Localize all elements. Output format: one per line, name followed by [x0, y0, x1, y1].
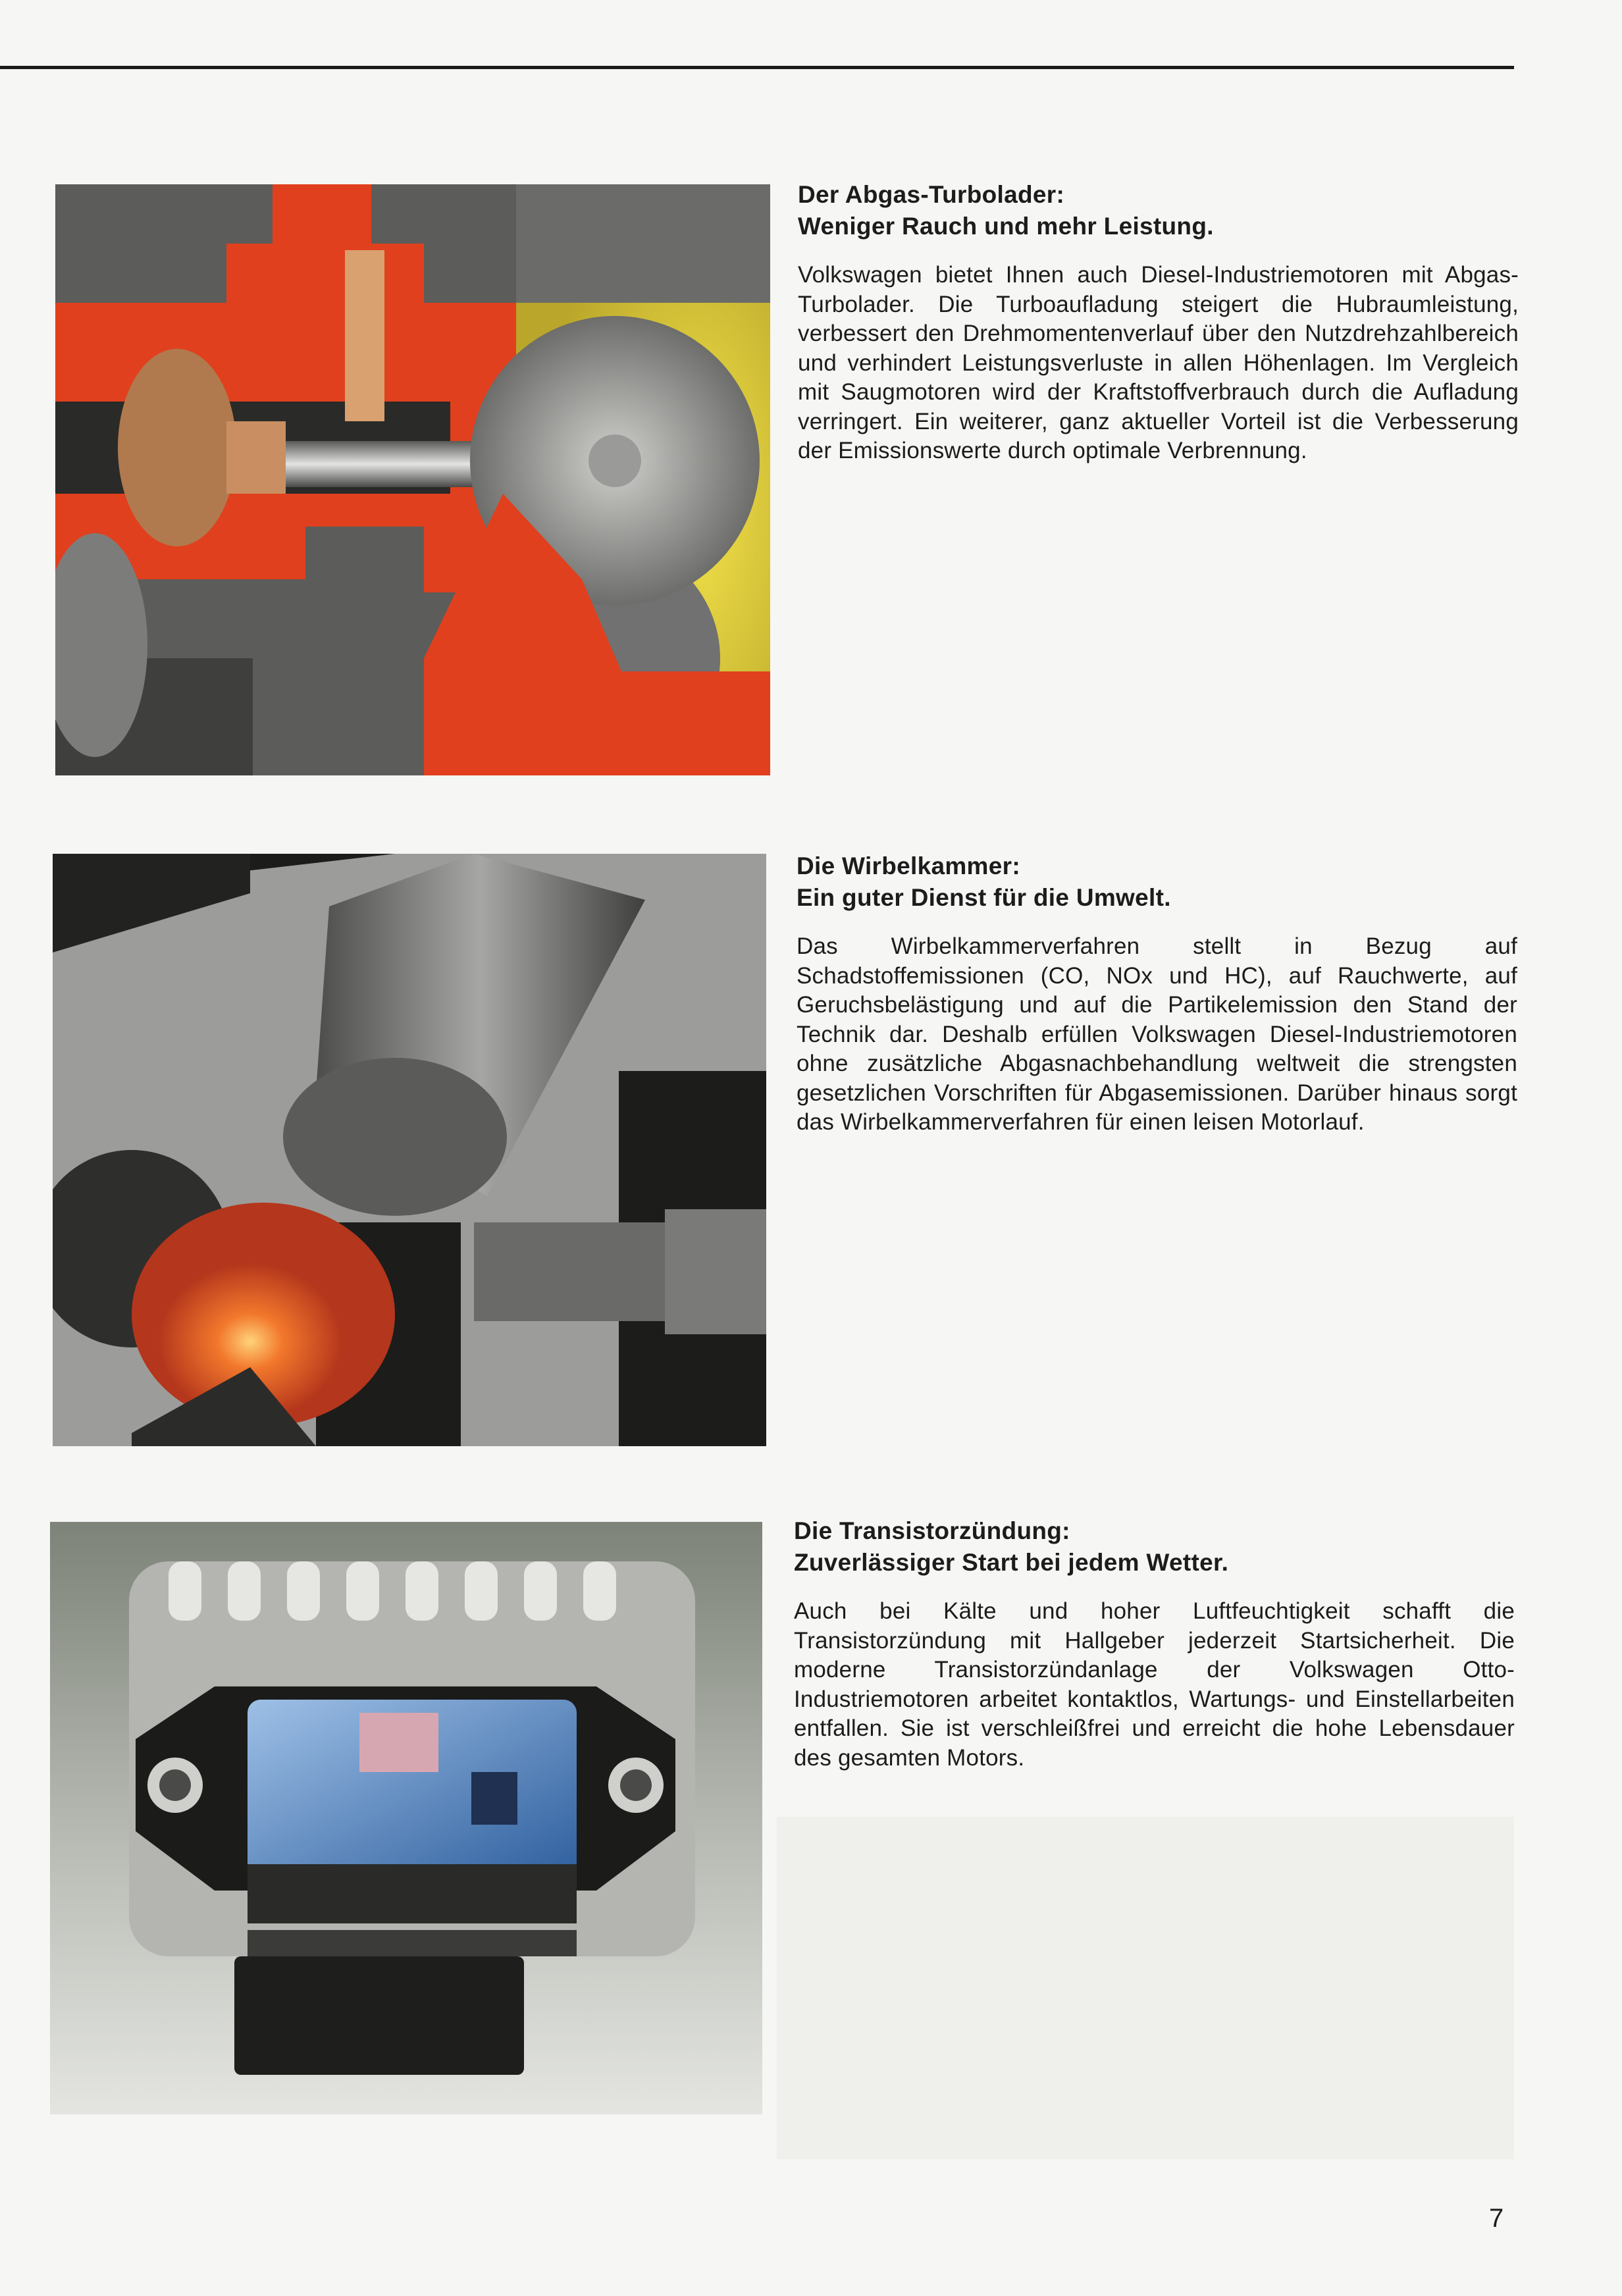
swirl-chamber-section: [797, 850, 1517, 1137]
swirl-chamber-heading-line1: Die Wirbelkammer:: [797, 852, 1020, 879]
turbocharger-heading-line2: Weniger Rauch und mehr Leistung.: [798, 213, 1214, 240]
transistor-ignition-heading: [794, 1515, 1515, 1578]
swirl-chamber-body: Das Wirbelkammerverfahren stellt in Bezug auf Schadstoffemissionen (CO, NOx und HC), auf Rauchwerte, auf Geruchsbelästigung und auf die Partikelemission den Stand der Technik dar. Deshalb erfüllen Volkswagen Diesel-Industriemotoren ohne zusätzliche Abgasnachbehandlung weltweit die strengsten gesetzlichen Vorschriften für Abgasemissionen. Darüber hinaus sorgt das Wirbelkammerverfahren für einen leisen Motorlauf.: [797, 933, 1517, 1135]
transistor-ignition-body: Auch bei Kälte und hoher Luftfeuchtigkeit schafft die Transistorzündung mit Hallgeber jederzeit Startsicherheit. Die moderne Transistorzündanlage der Volkswagen Otto-Industriemotoren arbeitet kontaktlos, Wartungs- und Einstellarbeiten entfallen. Sie ist verschleißfrei und erreicht die hohe Lebensdauer des gesamten Motors.: [794, 1598, 1515, 1771]
bleed-through-area: [777, 1817, 1514, 2159]
turbocharger-section: [798, 179, 1519, 466]
transistor-ignition-heading-line2: Zuverlässiger Start bei jedem Wetter.: [794, 1549, 1229, 1576]
transistor-ignition-photo: [50, 1522, 762, 2114]
top-rule: [0, 66, 1514, 69]
swirl-chamber-photo: [53, 854, 766, 1446]
transistor-ignition-section: [794, 1515, 1515, 1773]
transistor-ignition-heading-line1: Die Transistorzündung:: [794, 1517, 1070, 1544]
swirl-chamber-heading-line2: Ein guter Dienst für die Umwelt.: [797, 884, 1171, 911]
turbocharger-heading-line1: Der Abgas-Turbolader:: [798, 181, 1065, 208]
swirl-chamber-heading: [797, 850, 1517, 914]
page-number: 7: [1489, 2204, 1504, 2233]
turbocharger-cutaway-photo: [55, 184, 770, 775]
turbocharger-heading: [798, 179, 1519, 242]
turbocharger-body: Volkswagen bietet Ihnen auch Diesel-Industriemotoren mit Abgas-Turbolader. Die Turboaufladung steigert die Hubraumleistung, verbessert den Drehmomentenverlauf über den Nutzdrehzahlbereich und verhindert Leistungsverluste in allen Höhenlagen. Im Vergleich mit Saugmotoren wird der Kraftstoffverbrauch durch die Aufladung verringert. Ein weiterer, ganz aktueller Vorteil ist die Verbesserung der Emissionswerte durch optimale Verbrennung.: [798, 262, 1519, 463]
